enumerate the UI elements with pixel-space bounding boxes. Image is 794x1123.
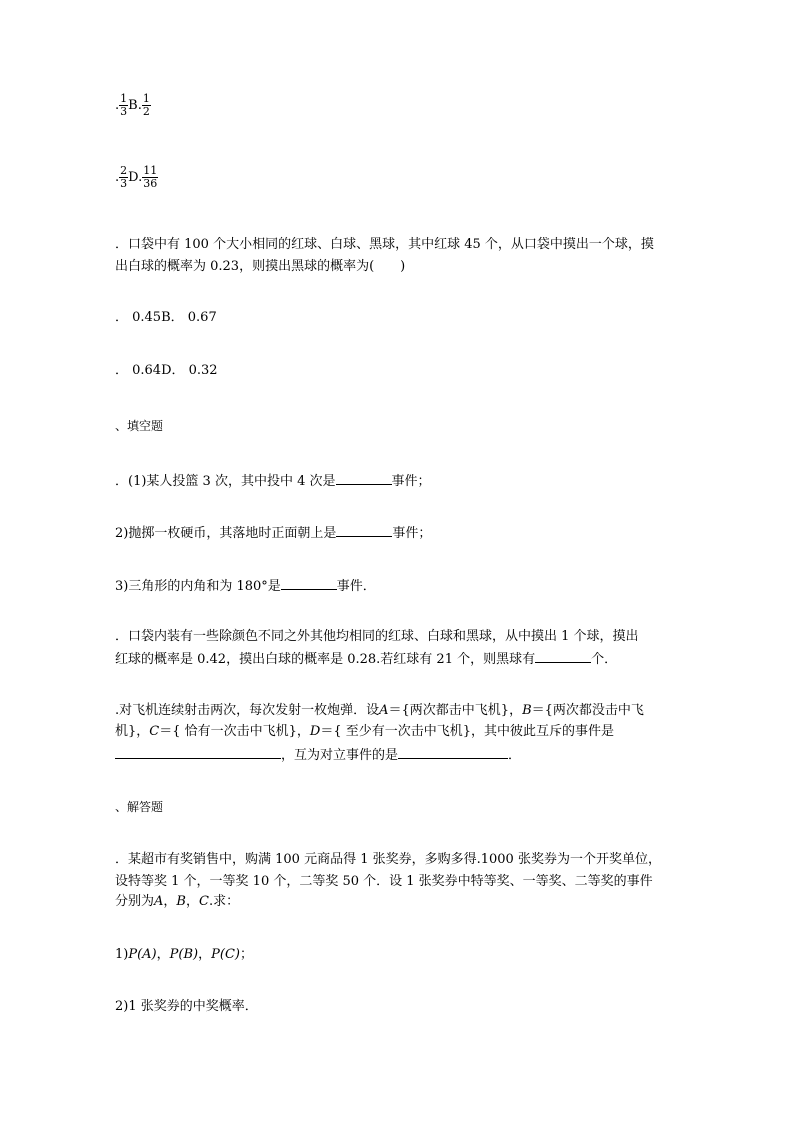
question-balls-options-ab: ． 0.45B． 0.67: [115, 310, 217, 325]
option-lead: .: [115, 170, 120, 185]
fraction-c: $\frac{2}{3}$: [120, 164, 128, 190]
option-label-b: B.: [128, 98, 142, 113]
fraction-a: $\frac{1}{3}$: [120, 92, 128, 118]
option-label-d: D.: [128, 170, 143, 185]
fill-q3-line2: 机}，C＝{ 恰有一次击中飞机}，D＝{ 至少有一次击中飞机}，其中彼此互斥的事件是: [115, 724, 615, 739]
variable-d: D: [309, 724, 321, 739]
variable-a: A: [379, 703, 389, 718]
fill-q1-part1: ．(1)某人投篮 3 次，其中投中 4 次是 事件；: [115, 471, 431, 491]
fill-q1-part3: 3)三角形的内角和为 180°是 事件．: [115, 576, 376, 596]
fill-q2-line2: 红球的概率是 0.42，摸出白球的概率是 0.28.若红球有 21 个，则黑球有 个．: [115, 649, 617, 669]
answer-q1-sub1: 1)P(A)，P(B)，P(C)；: [115, 947, 253, 962]
section-heading-answer: 、解答题: [115, 800, 164, 814]
answer-blank[interactable]: [336, 471, 392, 485]
answer-blank-mutually-exclusive[interactable]: [115, 745, 281, 759]
variable-b: B: [522, 703, 532, 718]
answer-blank[interactable]: [336, 523, 392, 537]
question-balls-line1: ．口袋中有 100 个大小相同的红球、白球、黑球，其中红球 45 个，从口袋中摸出一个球，摸: [115, 237, 654, 252]
fraction-d: $\frac{11}{36}$: [143, 164, 158, 190]
fill-q1-part2: 2)抛掷一枚硬币，其落地时正面朝上是 事件；: [115, 523, 431, 543]
answer-q1-line2: 设特等奖 1 个，一等奖 10 个，二等奖 50 个．设 1 张奖券中特等奖、一等奖、二等奖的事件: [115, 874, 653, 889]
option-lead: .: [115, 98, 120, 113]
answer-q1-sub2: 2)1 张奖券的中奖概率．: [115, 999, 258, 1014]
variable-b: B: [176, 894, 186, 909]
fraction-b: $\frac{1}{2}$: [142, 92, 150, 118]
option-row-cd: [115, 165, 158, 190]
answer-blank[interactable]: [535, 649, 591, 663]
fill-q3-line3: ，互为对立事件的是 ．: [115, 745, 521, 765]
fill-q3-line1: .对飞机连续射击两次，每次发射一枚炮弹．设A＝{两次都击中飞机}，B＝{两次都没击中飞: [115, 703, 644, 718]
answer-q1-line3: 分别为A，B，C.求：: [115, 894, 240, 909]
question-balls-options-cd: ． 0.64D． 0.32: [115, 363, 218, 378]
answer-blank-complementary[interactable]: [398, 745, 508, 759]
answer-q1-line1: ．某超市有奖销售中，购满 100 元商品得 1 张奖券，多购多得.1000 张奖券为一个开奖单位，: [115, 852, 661, 867]
option-row-ab: [115, 93, 151, 118]
variable-a: A: [154, 894, 164, 909]
question-balls-line2: 出白球的概率为 0.23，则摸出黑球的概率为( ): [115, 259, 406, 274]
variable-c: C: [149, 724, 160, 739]
answer-blank[interactable]: [281, 576, 337, 590]
fill-q2-line1: ．口袋内装有一些除颜色不同之外其他均相同的红球、白球和黑球，从中摸出 1 个球，摸出: [115, 629, 639, 644]
section-heading-fill: 、填空题: [115, 419, 164, 433]
variable-c: C: [199, 894, 209, 909]
